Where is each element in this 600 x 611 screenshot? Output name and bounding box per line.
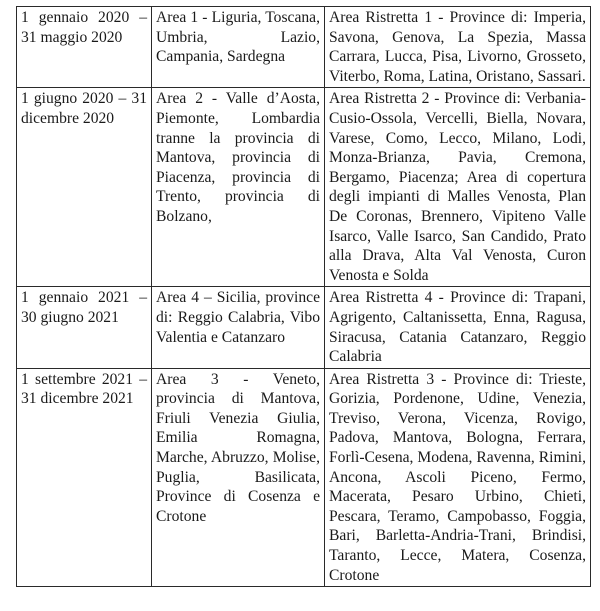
- period-cell: 1 giugno 2020 – 31 dicembre 2020: [17, 88, 152, 287]
- table-row: [17, 88, 591, 287]
- restricted-area-cell: Area Ristretta 3 - Province di: Trieste, Gorizia, Pordenone, Udine, Venezia, Treviso, Verona, Vicenza, Rovigo, Padova, Mantova, Bologna, Ferrara, Forlì-Cesena, Modena, Ravenna, Rimini, Ancona, Ascoli Piceno, Fermo, Macerata, Pesaro Urbino, Chieti, Pescara, Teramo, Campobasso, Foggia, Bari, Barletta-Andria-Trani, Brindisi, Taranto, Lecce, Matera, Cosenza, Crotone: [325, 368, 591, 587]
- table-row: [17, 287, 591, 368]
- period-cell: 1 settembre 2021 – 31 dicembre 2021: [17, 368, 152, 587]
- period-cell: 1 gennaio 2021 – 30 giugno 2021: [17, 287, 152, 368]
- restricted-area-cell: Area Ristretta 4 - Province di: Trapani, Agrigento, Caltanissetta, Enna, Ragusa, Siracusa, Catania Catanzaro, Reggio Calabria: [325, 287, 591, 368]
- area-cell: Area 3 - Veneto, provincia di Mantova, Friuli Venezia Giulia, Emilia Romagna, Marche, Abruzzo, Molise, Puglia, Basilicata, Province di Cosenza e Crotone: [152, 368, 325, 587]
- table-row: [17, 368, 591, 587]
- table-row: [17, 7, 591, 88]
- area-cell: Area 1 - Liguria, Toscana, Umbria, Lazio, Campania, Sardegna: [152, 7, 325, 88]
- schedule-table: [16, 6, 591, 587]
- restricted-area-cell: Area Ristretta 2 - Province di: Verbania-Cusio-Ossola, Vercelli, Biella, Novara, Varese, Como, Lecco, Milano, Lodi, Monza-Brianza, Pavia, Cremona, Bergamo, Piacenza; Area di copertura degli impianti di Malles Venosta, Plan De Coronas, Brennero, Vipiteno Valle Isarco, Valle Isarco, San Candido, Prato alla Drava, Alta Val Venosta, Curon Venosta e Solda: [325, 88, 591, 287]
- restricted-area-cell: Area Ristretta 1 - Province di: Imperia, Savona, Genova, La Spezia, Massa Carrara, Lucca, Pisa, Livorno, Grosseto, Viterbo, Roma, Latina, Oristano, Sassari.: [325, 7, 591, 88]
- period-cell: 1 gennaio 2020 – 31 maggio 2020: [17, 7, 152, 88]
- area-cell: Area 2 - Valle d’Aosta, Piemonte, Lombardia tranne la provincia di Mantova, provincia di Piacenza, provincia di Trento, provincia di Bolzano,: [152, 88, 325, 287]
- area-cell: Area 4 – Sicilia, province di: Reggio Calabria, Vibo Valentia e Catanzaro: [152, 287, 325, 368]
